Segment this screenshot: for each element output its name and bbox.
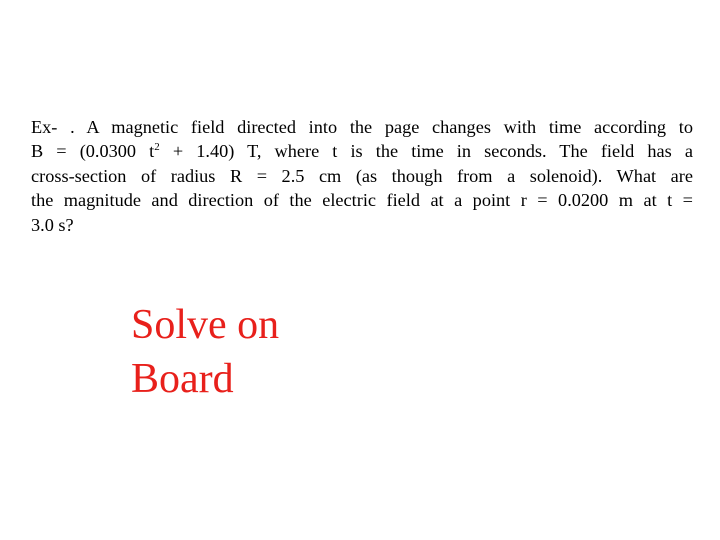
note-line-1: Solve on — [131, 302, 280, 348]
problem-statement — [31, 115, 693, 237]
exponent: 2 — [154, 141, 160, 154]
field-equation-start: B = (0.0300 t — [31, 141, 155, 162]
problem-line-3: cross-section of radius R = 2.5 cm (as though from a solenoid). What are — [31, 165, 693, 186]
problem-line-1: Ex- . A magnetic field directed into the page changes with time according to — [31, 117, 693, 137]
note-line-2: Board — [131, 356, 234, 402]
field-equation-rest: + 1.40) T, where t is the time in seconds. The field has a — [159, 141, 693, 162]
problem-line-2 — [31, 139, 693, 163]
problem-line-5: 3.0 s? — [31, 214, 74, 235]
solve-on-board-note — [131, 298, 279, 406]
problem-line-4: the magnitude and direction of the electric field at a point r = 0.0200 m at t = — [31, 190, 693, 211]
